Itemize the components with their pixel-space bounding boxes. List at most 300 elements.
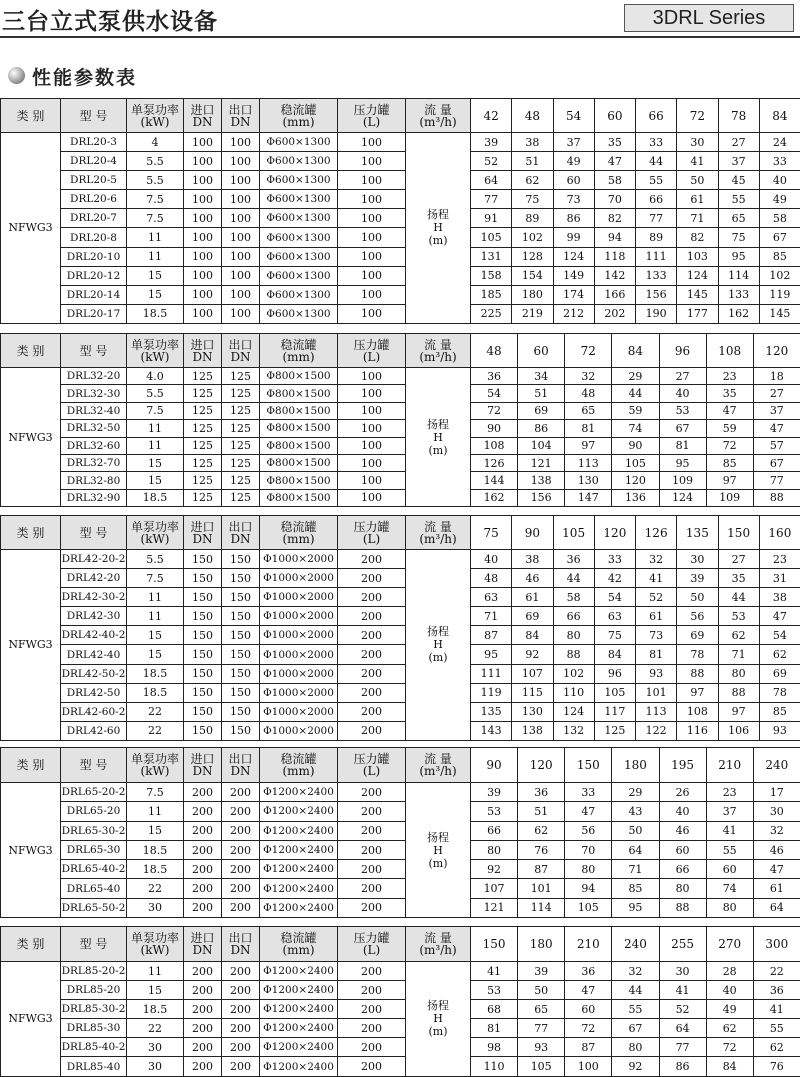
category-cell: NFWG3 <box>1 133 61 324</box>
table-row <box>1 402 800 419</box>
outlet-cell: 125 <box>222 368 260 385</box>
model-cell: DRL32-90 <box>61 489 127 506</box>
head-value: 185 <box>471 285 512 304</box>
model-cell: DRL65-40 <box>61 879 127 898</box>
page-header <box>0 0 800 38</box>
flow-unit: (m³/h) <box>419 349 457 364</box>
stab-tank-cell: Φ1200×2400 <box>260 840 338 859</box>
power-cell: 11 <box>127 420 184 437</box>
head-value: 61 <box>753 879 800 898</box>
head-value: 38 <box>512 133 553 152</box>
power-cell: 15 <box>127 454 184 471</box>
head-value: 39 <box>471 783 518 802</box>
head-value: 64 <box>753 898 800 917</box>
head-value: 125 <box>594 721 635 740</box>
power-cell: 11 <box>127 228 184 247</box>
head-value: 109 <box>659 472 706 489</box>
head-value: 27 <box>753 385 800 402</box>
head-value: 88 <box>753 489 800 506</box>
category-header: 类 别 <box>1 516 61 550</box>
head-value: 113 <box>636 702 677 721</box>
outlet-cell: 100 <box>222 209 260 228</box>
model-cell: DRL65-50-2 <box>61 898 127 917</box>
table-row <box>1 228 800 247</box>
table-row <box>1 133 800 152</box>
head-value: 131 <box>471 247 512 266</box>
head-value: 119 <box>759 285 800 304</box>
head-value: 52 <box>659 1000 706 1019</box>
table-row <box>1 569 800 588</box>
head-value: 62 <box>753 1038 800 1057</box>
head-value: 40 <box>471 550 512 569</box>
head-value: 124 <box>659 489 706 506</box>
head-value: 38 <box>759 588 800 607</box>
table-row <box>1 285 800 304</box>
head-value: 98 <box>471 1038 518 1057</box>
table-row <box>1 420 800 437</box>
head-value: 34 <box>518 368 565 385</box>
table-row <box>1 898 800 917</box>
outlet-header <box>222 334 260 368</box>
head-value: 89 <box>512 209 553 228</box>
flow-value: 210 <box>565 927 612 962</box>
inlet-cell: 150 <box>184 569 222 588</box>
power-cell: 7.5 <box>127 783 184 802</box>
power-unit: (kW) <box>140 943 170 957</box>
press-tank-cell: 200 <box>338 860 406 879</box>
model-cell: DRL20-7 <box>61 209 127 228</box>
table-row <box>1 454 800 471</box>
model-header: 型 号 <box>61 927 127 962</box>
head-value: 84 <box>594 645 635 664</box>
power-header <box>127 927 184 962</box>
stab-tank-cell: Φ1000×2000 <box>260 550 338 569</box>
table-row <box>1 190 800 209</box>
press-tank-cell: 200 <box>338 626 406 645</box>
model-cell: DRL42-50 <box>61 683 127 702</box>
head-value: 87 <box>471 626 512 645</box>
table-row <box>1 368 800 385</box>
table-row <box>1 802 800 821</box>
head-value: 105 <box>612 454 659 471</box>
outlet-label: 出口 <box>228 931 253 945</box>
press-tank-cell: 100 <box>338 402 406 419</box>
power-header <box>127 516 184 550</box>
outlet-label: 出口 <box>228 519 253 534</box>
head-value: 29 <box>612 368 659 385</box>
head-value: 95 <box>659 454 706 471</box>
head-value: 52 <box>636 588 677 607</box>
stab-tank-cell: Φ1000×2000 <box>260 569 338 588</box>
head-value: 49 <box>759 190 800 209</box>
press-tank-cell: 100 <box>338 247 406 266</box>
table-row <box>1 860 800 879</box>
outlet-unit: DN <box>230 764 251 778</box>
outlet-cell: 150 <box>222 664 260 683</box>
press-tank-cell: 200 <box>338 1000 406 1019</box>
press-tank-cell: 200 <box>338 550 406 569</box>
head-value: 60 <box>553 171 594 190</box>
head-value: 108 <box>677 702 718 721</box>
head-label: 扬程 <box>427 625 449 639</box>
head-value: 104 <box>518 437 565 454</box>
head-value: 45 <box>718 171 759 190</box>
power-cell: 15 <box>127 266 184 285</box>
head-value: 69 <box>759 664 800 683</box>
stab-tank-cell: Φ1200×2400 <box>260 783 338 802</box>
power-cell: 15 <box>127 645 184 664</box>
inlet-cell: 100 <box>184 304 222 323</box>
flow-value: 120 <box>594 516 635 550</box>
outlet-cell: 150 <box>222 626 260 645</box>
stab-tank-unit: (mm) <box>282 943 315 957</box>
head-value: 97 <box>565 437 612 454</box>
press-tank-label: 压力罐 <box>353 337 390 352</box>
flow-value: 300 <box>753 927 800 962</box>
head-value: 88 <box>553 645 594 664</box>
category-cell: NFWG3 <box>1 783 61 918</box>
table-row <box>1 588 800 607</box>
head-value: 39 <box>518 962 565 981</box>
head-value: 135 <box>471 702 512 721</box>
head-value: 118 <box>594 247 635 266</box>
power-cell: 4 <box>127 133 184 152</box>
outlet-unit: DN <box>230 349 251 364</box>
head-value: 115 <box>512 683 553 702</box>
head-value: 60 <box>706 860 753 879</box>
inlet-cell: 150 <box>184 645 222 664</box>
head-value: 101 <box>518 879 565 898</box>
head-value: 50 <box>518 981 565 1000</box>
inlet-header <box>184 99 222 133</box>
head-value: 107 <box>471 879 518 898</box>
head-value: 102 <box>512 228 553 247</box>
category-header: 类 别 <box>1 99 61 133</box>
head-value: 78 <box>677 645 718 664</box>
outlet-header <box>222 516 260 550</box>
head-value: 87 <box>518 860 565 879</box>
model-cell: DRL32-70 <box>61 454 127 471</box>
head-value: 130 <box>512 702 553 721</box>
head-value: 103 <box>677 247 718 266</box>
press-tank-header <box>338 927 406 962</box>
head-value: 110 <box>553 683 594 702</box>
head-value: 95 <box>471 645 512 664</box>
press-tank-cell: 200 <box>338 569 406 588</box>
flow-label: 流 量 <box>424 102 452 117</box>
head-value: 162 <box>471 489 518 506</box>
outlet-cell: 125 <box>222 472 260 489</box>
head-value: 105 <box>518 1057 565 1076</box>
head-value: 35 <box>706 385 753 402</box>
head-value: 44 <box>612 385 659 402</box>
head-value: 36 <box>553 550 594 569</box>
head-value: 82 <box>677 228 718 247</box>
inlet-cell: 125 <box>184 489 222 506</box>
outlet-header <box>222 748 260 783</box>
head-value: 80 <box>718 664 759 683</box>
flow-header <box>406 927 471 962</box>
head-value: 65 <box>565 402 612 419</box>
press-tank-header <box>338 516 406 550</box>
head-value: 51 <box>518 385 565 402</box>
table-header-row <box>1 334 800 368</box>
flow-value: 105 <box>553 516 594 550</box>
head-value: 77 <box>471 190 512 209</box>
model-cell: DRL20-4 <box>61 152 127 171</box>
head-value: 66 <box>553 607 594 626</box>
stab-tank-cell: Φ1000×2000 <box>260 588 338 607</box>
head-value: 47 <box>753 420 800 437</box>
inlet-header <box>184 334 222 368</box>
head-value: 97 <box>718 702 759 721</box>
head-value: 92 <box>512 645 553 664</box>
power-cell: 4.0 <box>127 368 184 385</box>
model-cell: DRL85-40 <box>61 1057 127 1076</box>
press-tank-cell: 100 <box>338 304 406 323</box>
head-symbol: H <box>433 638 443 652</box>
head-label-cell <box>406 962 471 1077</box>
head-value: 72 <box>471 402 518 419</box>
inlet-unit: DN <box>192 764 213 778</box>
model-cell: DRL42-20-2 <box>61 550 127 569</box>
head-value: 124 <box>553 247 594 266</box>
head-value: 130 <box>565 472 612 489</box>
head-value: 113 <box>565 454 612 471</box>
head-value: 47 <box>753 860 800 879</box>
model-cell: DRL85-20-2 <box>61 962 127 981</box>
head-value: 97 <box>706 472 753 489</box>
model-header: 型 号 <box>61 99 127 133</box>
head-symbol: H <box>433 430 443 444</box>
head-value: 33 <box>565 783 612 802</box>
stab-tank-unit: (mm) <box>282 349 315 364</box>
outlet-cell: 100 <box>222 266 260 285</box>
head-value: 54 <box>594 588 635 607</box>
head-value: 90 <box>471 420 518 437</box>
stab-tank-label: 稳流罐 <box>280 337 317 352</box>
inlet-cell: 100 <box>184 190 222 209</box>
head-value: 47 <box>565 802 612 821</box>
head-value: 46 <box>753 840 800 859</box>
power-cell: 15 <box>127 626 184 645</box>
flow-value: 150 <box>565 748 612 783</box>
stab-tank-cell: Φ1200×2400 <box>260 1038 338 1057</box>
category-cell: NFWG3 <box>1 368 61 507</box>
outlet-cell: 200 <box>222 1038 260 1057</box>
press-tank-header <box>338 334 406 368</box>
stab-tank-cell: Φ600×1300 <box>260 266 338 285</box>
inlet-cell: 200 <box>184 981 222 1000</box>
head-value: 35 <box>594 133 635 152</box>
head-value: 26 <box>659 783 706 802</box>
stab-tank-label: 稳流罐 <box>280 931 317 945</box>
head-value: 30 <box>677 550 718 569</box>
press-tank-label: 压力罐 <box>353 752 390 766</box>
head-value: 22 <box>753 962 800 981</box>
power-cell: 15 <box>127 472 184 489</box>
head-value: 46 <box>512 569 553 588</box>
head-value: 61 <box>512 588 553 607</box>
inlet-unit: DN <box>192 943 213 957</box>
inlet-cell: 200 <box>184 1019 222 1038</box>
table-header-row <box>1 927 800 962</box>
outlet-cell: 100 <box>222 171 260 190</box>
press-tank-cell: 200 <box>338 1038 406 1057</box>
flow-label: 流 量 <box>424 931 452 945</box>
table-row <box>1 683 800 702</box>
flow-value: 75 <box>471 516 512 550</box>
model-cell: DRL42-30 <box>61 607 127 626</box>
power-cell: 30 <box>127 1038 184 1057</box>
head-value: 27 <box>718 133 759 152</box>
head-value: 66 <box>471 821 518 840</box>
head-value: 62 <box>706 1019 753 1038</box>
stab-tank-cell: Φ1200×2400 <box>260 802 338 821</box>
head-value: 56 <box>565 821 612 840</box>
head-value: 63 <box>594 607 635 626</box>
table-row <box>1 607 800 626</box>
outlet-header <box>222 99 260 133</box>
inlet-cell: 200 <box>184 962 222 981</box>
head-value: 71 <box>718 645 759 664</box>
head-symbol: H <box>433 221 443 235</box>
press-tank-cell: 100 <box>338 133 406 152</box>
outlet-cell: 200 <box>222 1057 260 1076</box>
head-value: 122 <box>636 721 677 740</box>
press-tank-cell: 100 <box>338 190 406 209</box>
flow-value: 160 <box>759 516 800 550</box>
stab-tank-header <box>260 748 338 783</box>
model-cell: DRL85-40-2 <box>61 1038 127 1057</box>
outlet-cell: 150 <box>222 683 260 702</box>
head-value: 76 <box>753 1057 800 1076</box>
power-cell: 22 <box>127 1019 184 1038</box>
press-tank-cell: 200 <box>338 645 406 664</box>
head-value: 78 <box>759 683 800 702</box>
press-tank-cell: 200 <box>338 1019 406 1038</box>
power-cell: 22 <box>127 721 184 740</box>
series-badge: 3DRL Series <box>624 4 794 32</box>
power-cell: 5.5 <box>127 171 184 190</box>
head-value: 86 <box>518 420 565 437</box>
model-cell: DRL42-30-2 <box>61 588 127 607</box>
head-value: 99 <box>553 228 594 247</box>
head-value: 138 <box>518 472 565 489</box>
head-value: 120 <box>612 472 659 489</box>
inlet-cell: 150 <box>184 550 222 569</box>
press-tank-cell: 200 <box>338 879 406 898</box>
head-value: 54 <box>759 626 800 645</box>
outlet-label: 出口 <box>228 102 253 117</box>
press-tank-header <box>338 99 406 133</box>
head-value: 55 <box>706 840 753 859</box>
head-value: 30 <box>659 962 706 981</box>
head-value: 95 <box>612 898 659 917</box>
head-value: 37 <box>553 133 594 152</box>
category-header: 类 别 <box>1 927 61 962</box>
outlet-cell: 200 <box>222 962 260 981</box>
head-value: 44 <box>612 981 659 1000</box>
head-value: 47 <box>594 152 635 171</box>
inlet-cell: 100 <box>184 171 222 190</box>
head-value: 58 <box>594 171 635 190</box>
model-cell: DRL42-50-2 <box>61 664 127 683</box>
press-tank-cell: 200 <box>338 588 406 607</box>
head-value: 75 <box>512 190 553 209</box>
press-tank-cell: 200 <box>338 683 406 702</box>
head-value: 85 <box>759 247 800 266</box>
power-unit: (kW) <box>140 764 170 778</box>
head-value: 202 <box>594 304 635 323</box>
head-value: 53 <box>718 607 759 626</box>
performance-table <box>0 515 800 741</box>
stab-tank-cell: Φ1200×2400 <box>260 981 338 1000</box>
flow-label: 流 量 <box>424 752 452 766</box>
outlet-cell: 200 <box>222 783 260 802</box>
head-value: 69 <box>518 402 565 419</box>
flow-value: 255 <box>659 927 706 962</box>
head-value: 37 <box>706 802 753 821</box>
inlet-cell: 100 <box>184 285 222 304</box>
head-value: 65 <box>518 1000 565 1019</box>
press-tank-cell: 200 <box>338 962 406 981</box>
table-row <box>1 981 800 1000</box>
outlet-label: 出口 <box>228 752 253 766</box>
head-value: 86 <box>553 209 594 228</box>
head-value: 41 <box>753 1000 800 1019</box>
head-value: 41 <box>471 962 518 981</box>
table-row <box>1 721 800 740</box>
performance-table <box>0 747 800 918</box>
head-value: 36 <box>753 981 800 1000</box>
power-label: 单泵功率 <box>130 102 179 117</box>
stab-tank-cell: Φ1200×2400 <box>260 879 338 898</box>
inlet-cell: 100 <box>184 152 222 171</box>
inlet-cell: 150 <box>184 607 222 626</box>
inlet-cell: 200 <box>184 802 222 821</box>
head-value: 156 <box>636 285 677 304</box>
power-cell: 5.5 <box>127 550 184 569</box>
power-cell: 22 <box>127 879 184 898</box>
flow-header <box>406 748 471 783</box>
model-cell: DRL65-40-2 <box>61 860 127 879</box>
head-value: 39 <box>471 133 512 152</box>
performance-table <box>0 926 800 1077</box>
outlet-unit: DN <box>230 114 251 129</box>
power-cell: 11 <box>127 247 184 266</box>
flow-value: 72 <box>677 99 718 133</box>
stab-tank-cell: Φ1200×2400 <box>260 1019 338 1038</box>
head-value: 64 <box>471 171 512 190</box>
head-unit: (m) <box>428 856 448 870</box>
head-label: 扬程 <box>427 830 449 844</box>
press-tank-cell: 100 <box>338 228 406 247</box>
head-label-cell <box>406 783 471 918</box>
table-row <box>1 489 800 506</box>
model-header: 型 号 <box>61 748 127 783</box>
head-value: 30 <box>677 133 718 152</box>
press-tank-cell: 100 <box>338 437 406 454</box>
head-value: 50 <box>677 588 718 607</box>
head-value: 81 <box>636 645 677 664</box>
head-value: 84 <box>706 1057 753 1076</box>
outlet-cell: 200 <box>222 840 260 859</box>
head-value: 80 <box>659 879 706 898</box>
head-value: 40 <box>706 981 753 1000</box>
head-unit: (m) <box>428 651 448 665</box>
head-value: 85 <box>612 879 659 898</box>
